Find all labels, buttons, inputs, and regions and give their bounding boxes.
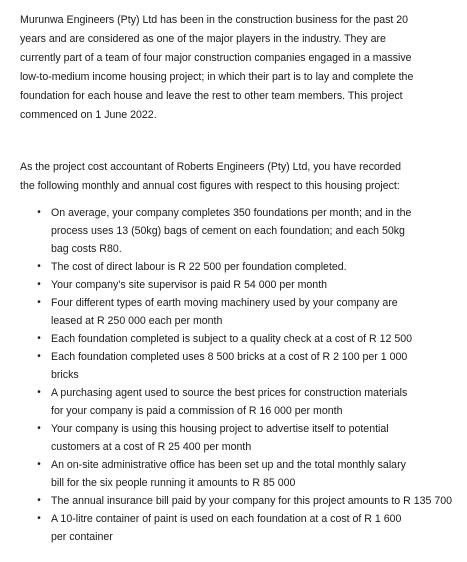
item-line: On average, your company completes 350 foundations per month; and in the <box>51 207 412 219</box>
cost-item-bricks <box>20 348 465 384</box>
bullet-icon: • <box>37 207 41 218</box>
cost-item-admin-office <box>20 456 465 492</box>
intro-line: years and are considered as one of the major players in the industry. They are <box>20 33 386 45</box>
role-line: the following monthly and annual cost figures with respect to this housing project: <box>20 180 400 192</box>
cost-item-site-supervisor <box>20 276 465 294</box>
bullet-icon: • <box>37 351 41 362</box>
cost-item-quality-check <box>20 330 465 348</box>
item-line: per container <box>51 531 113 543</box>
cost-item-insurance <box>20 492 465 510</box>
intro-paragraph <box>20 11 460 125</box>
item-line: Your company's site supervisor is paid R 54 000 per month <box>51 279 328 291</box>
item-line: bill for the six people running it amounts to R 85 000 <box>51 477 296 489</box>
item-line: Your company is using this housing project to advertise itself to potential <box>51 423 389 435</box>
item-line: customers at a cost of R 25 400 per month <box>51 441 252 453</box>
role-line: As the project cost accountant of Roberts Engineers (Pty) Ltd, you have recorded <box>20 161 401 173</box>
item-line: leased at R 250 000 each per month <box>51 315 223 327</box>
cost-item-purchasing-agent <box>20 384 465 420</box>
item-line: bricks <box>51 369 79 381</box>
bullet-icon: • <box>37 387 41 398</box>
item-line: Each foundation completed uses 8 500 bricks at a cost of R 2 100 per 1 000 <box>51 351 408 363</box>
item-line: Four different types of earth moving machinery used by your company are <box>51 297 398 309</box>
intro-line: foundation for each house and leave the rest to other team members. This project <box>20 90 403 102</box>
intro-line: commenced on 1 June 2022. <box>20 109 157 121</box>
bullet-icon: • <box>37 279 41 290</box>
cost-item-cement <box>20 204 465 258</box>
cost-item-advertising <box>20 420 465 456</box>
intro-line: currently part of a team of four major construction companies engaged in a massive <box>20 52 412 64</box>
bullet-icon: • <box>37 297 41 308</box>
bullet-icon: • <box>37 333 41 344</box>
item-line: The cost of direct labour is R 22 500 per foundation completed. <box>51 261 347 273</box>
bullet-icon: • <box>37 459 41 470</box>
cost-items-list <box>20 204 465 546</box>
intro-line: Murunwa Engineers (Pty) Ltd has been in the construction business for the past 20 <box>20 14 409 26</box>
item-line: A 10-litre container of paint is used on each foundation at a cost of R 1 600 <box>51 513 402 525</box>
item-line: bag costs R80. <box>51 243 122 255</box>
item-line: for your company is paid a commission of R 16 000 per month <box>51 405 343 417</box>
bullet-icon: • <box>37 261 41 272</box>
item-line: A purchasing agent used to source the best prices for construction materials <box>51 387 408 399</box>
item-line: Each foundation completed is subject to a quality check at a cost of R 12 500 <box>51 333 412 345</box>
role-paragraph <box>20 158 460 196</box>
bullet-icon: • <box>37 423 41 434</box>
cost-item-direct-labour <box>20 258 465 276</box>
bullet-icon: • <box>37 495 41 506</box>
item-line: process uses 13 (50kg) bags of cement on each foundation; and each 50kg <box>51 225 405 237</box>
item-line: The annual insurance bill paid by your company for this project amounts to R 135 700 <box>51 495 453 507</box>
bullet-icon: • <box>37 513 41 524</box>
cost-item-paint <box>20 510 465 546</box>
intro-line: low-to-medium income housing project; in which their part is to lay and complete the <box>20 71 414 83</box>
cost-item-machinery-lease <box>20 294 465 330</box>
item-line: An on-site administrative office has been set up and the total monthly salary <box>51 459 406 471</box>
